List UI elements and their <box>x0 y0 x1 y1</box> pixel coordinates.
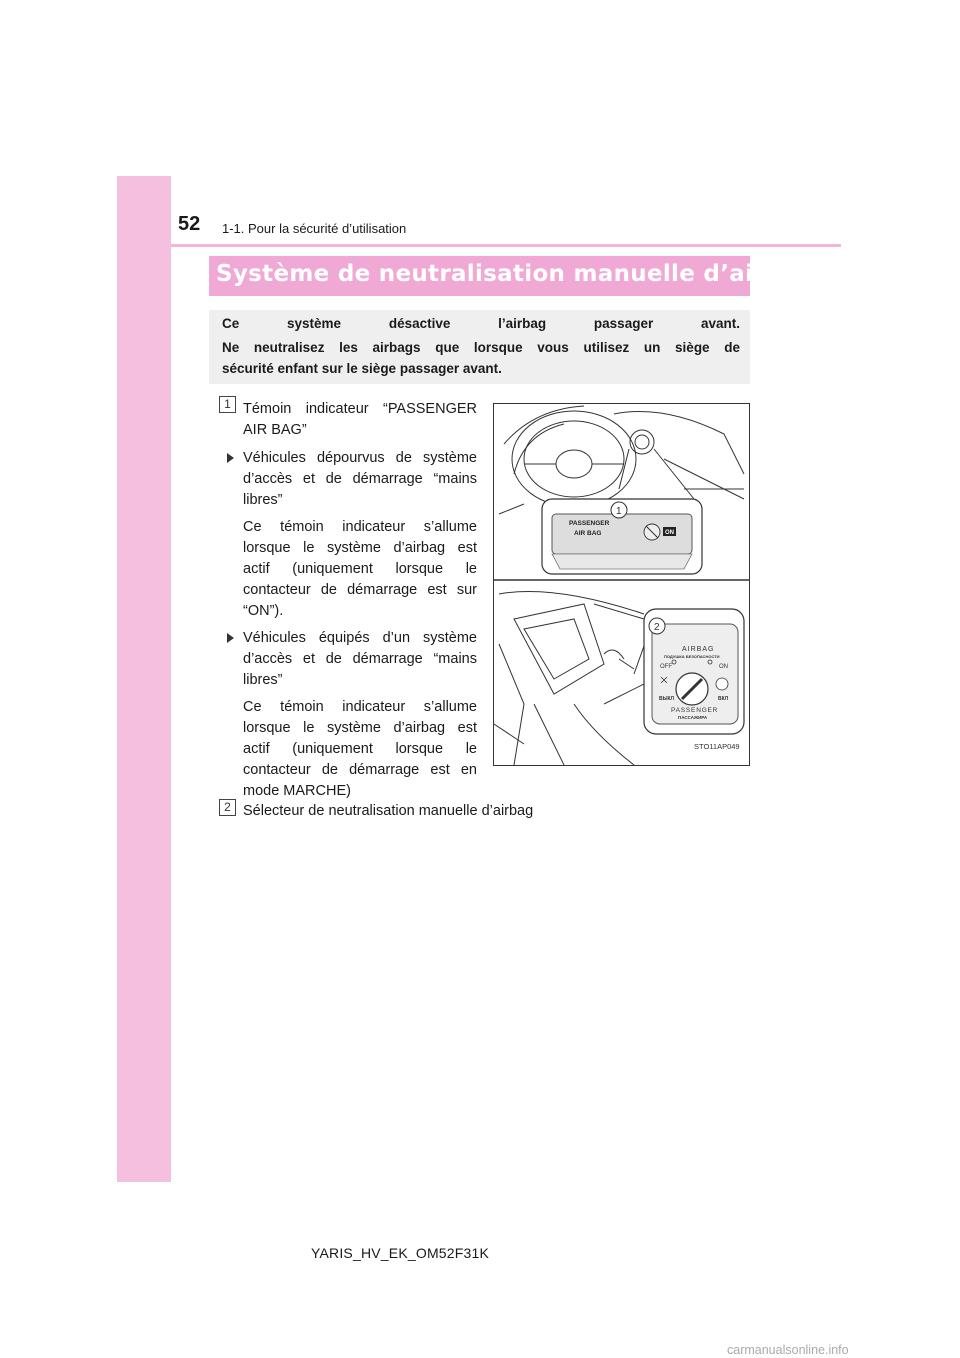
sub-bullet-icon <box>227 453 234 463</box>
switch-on-label: ON <box>719 664 728 670</box>
figure-code: STO11AP049 <box>694 742 740 751</box>
sub-b-desc-5: mode MARCHE) <box>243 783 351 799</box>
intro-line-2: Ne neutralisez les airbags que lorsque vous utilisez un siège de <box>222 340 740 355</box>
sub-a-title-3: libres” <box>243 492 283 508</box>
sub-bullet-icon <box>227 633 234 643</box>
sub-b-desc-2: lorsque le système d’airbag est <box>243 720 477 736</box>
sub-b-title-3: libres” <box>243 672 283 688</box>
sub-a-title-1: Véhicules dépourvus de système <box>243 450 477 466</box>
item-marker-1: 1 <box>219 396 236 413</box>
sub-b-desc-4: contacteur de démarrage est en <box>243 762 477 778</box>
sub-a-desc-1: Ce témoin indicateur s’allume <box>243 519 477 535</box>
header-rule <box>171 244 841 247</box>
item-1-line-1: Témoin indicateur “PASSENGER <box>243 401 477 417</box>
indicator-text-2: AIR BAG <box>574 530 602 537</box>
callout-1: 1 <box>616 506 622 517</box>
sub-a-desc-3: actif (uniquement lorsque le <box>243 561 477 577</box>
airbag-on-icon <box>716 678 728 690</box>
item-1-line-2: AIR BAG” <box>243 422 307 438</box>
side-tab-bar <box>117 176 171 1182</box>
sub-b-title-2: d’accès et de démarrage “mains <box>243 651 477 667</box>
item-marker-2: 2 <box>219 799 236 816</box>
indicator-text-1: PASSENGER <box>569 520 610 527</box>
callout-2: 2 <box>654 622 660 633</box>
intro-line-3: sécurité enfant sur le siège passager avant. <box>222 361 502 376</box>
switch-on-ru-label: ВКЛ <box>718 696 729 702</box>
footer-model-code: YARIS_HV_EK_OM52F31K <box>311 1245 490 1261</box>
watermark: carmanualsonline.info <box>727 1343 849 1357</box>
section-label: 1-1. Pour la sécurité d’utilisation <box>222 221 407 236</box>
sub-a-desc-4: contacteur de démarrage est sur <box>243 582 477 598</box>
sub-b-desc-1: Ce témoin indicateur s’allume <box>243 699 477 715</box>
sub-a-title-2: d’accès et de démarrage “mains <box>243 471 477 487</box>
switch-top-ru-label: ПОДУШКА БЕЗОПАСНОСТИ <box>664 654 720 659</box>
page-title: Système de neutralisation manuelle d’airbag <box>216 261 815 287</box>
switch-off-label: OFF <box>660 664 672 670</box>
airbag-figure <box>493 403 750 766</box>
sub-a-desc-2: lorsque le système d’airbag est <box>243 540 477 556</box>
item-2-line-1: Sélecteur de neutralisation manuelle d’airbag <box>243 803 534 819</box>
dashboard-illustration <box>494 404 749 765</box>
sub-a-desc-5: “ON”). <box>243 603 284 619</box>
switch-bottom-label: PASSENGER <box>671 707 719 714</box>
intro-line-1: Ce système désactive l’airbag passager avant. <box>222 316 740 331</box>
sub-b-title-1: Véhicules équipés d’un système <box>243 630 477 646</box>
indicator-on-text: ON <box>665 530 674 536</box>
switch-bottom-ru-label: ПАССАЖИРА <box>678 715 708 720</box>
page-number: 52 <box>178 213 201 235</box>
switch-off-ru-label: ВЫКЛ <box>659 696 675 702</box>
sub-b-desc-3: actif (uniquement lorsque le <box>243 741 477 757</box>
switch-top-label: AIRBAG <box>682 646 715 653</box>
